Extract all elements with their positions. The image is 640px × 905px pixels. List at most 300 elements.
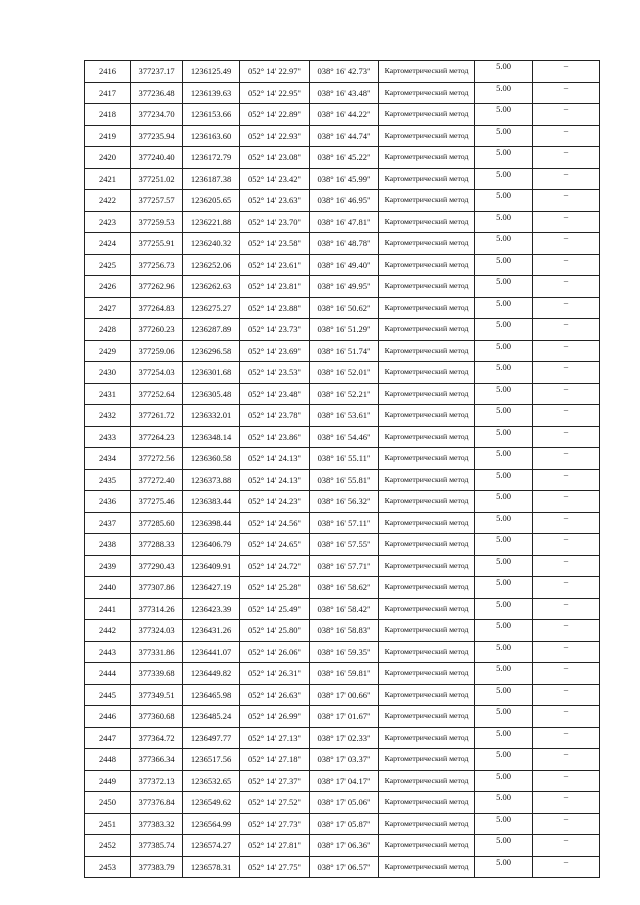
x-coordinate-cell: 377259.06 xyxy=(131,340,183,362)
x-coordinate-cell: 377262.96 xyxy=(131,276,183,298)
point-number-cell: 2453 xyxy=(85,856,131,878)
x-coordinate-cell: 377285.60 xyxy=(131,512,183,534)
latitude-cell: 052° 14' 24.23" xyxy=(240,491,310,513)
method-cell: Картометрический метод xyxy=(379,663,475,685)
y-coordinate-cell: 1236262.63 xyxy=(183,276,240,298)
accuracy-cell: 5.00 xyxy=(475,276,533,298)
longitude-cell: 038° 16' 50.62" xyxy=(310,297,379,319)
point-number-cell: 2452 xyxy=(85,835,131,857)
method-cell: Картометрический метод xyxy=(379,426,475,448)
latitude-cell: 052° 14' 27.37" xyxy=(240,770,310,792)
note-cell: – xyxy=(533,147,600,169)
x-coordinate-cell: 377256.73 xyxy=(131,254,183,276)
accuracy-cell: 5.00 xyxy=(475,620,533,642)
table-row xyxy=(85,706,600,728)
y-coordinate-cell: 1236125.49 xyxy=(183,61,240,83)
y-coordinate-cell: 1236332.01 xyxy=(183,405,240,427)
latitude-cell: 052° 14' 27.75" xyxy=(240,856,310,878)
method-cell: Картометрический метод xyxy=(379,727,475,749)
table-row xyxy=(85,383,600,405)
table-row xyxy=(85,297,600,319)
y-coordinate-cell: 1236427.19 xyxy=(183,577,240,599)
point-number-cell: 2422 xyxy=(85,190,131,212)
latitude-cell: 052° 14' 23.63" xyxy=(240,190,310,212)
table-row xyxy=(85,233,600,255)
method-cell: Картометрический метод xyxy=(379,620,475,642)
x-coordinate-cell: 377314.26 xyxy=(131,598,183,620)
latitude-cell: 052° 14' 23.08" xyxy=(240,147,310,169)
x-coordinate-cell: 377236.48 xyxy=(131,82,183,104)
table-row xyxy=(85,620,600,642)
latitude-cell: 052° 14' 26.99" xyxy=(240,706,310,728)
method-cell: Картометрический метод xyxy=(379,211,475,233)
table-row xyxy=(85,512,600,534)
x-coordinate-cell: 377349.51 xyxy=(131,684,183,706)
point-number-cell: 2448 xyxy=(85,749,131,771)
note-cell: – xyxy=(533,620,600,642)
x-coordinate-cell: 377339.68 xyxy=(131,663,183,685)
y-coordinate-cell: 1236187.38 xyxy=(183,168,240,190)
point-number-cell: 2429 xyxy=(85,340,131,362)
method-cell: Картометрический метод xyxy=(379,598,475,620)
longitude-cell: 038° 16' 47.81" xyxy=(310,211,379,233)
accuracy-cell: 5.00 xyxy=(475,233,533,255)
method-cell: Картометрический метод xyxy=(379,835,475,857)
y-coordinate-cell: 1236301.68 xyxy=(183,362,240,384)
point-number-cell: 2447 xyxy=(85,727,131,749)
accuracy-cell: 5.00 xyxy=(475,297,533,319)
accuracy-cell: 5.00 xyxy=(475,426,533,448)
y-coordinate-cell: 1236409.91 xyxy=(183,555,240,577)
note-cell: – xyxy=(533,813,600,835)
accuracy-cell: 5.00 xyxy=(475,727,533,749)
latitude-cell: 052° 14' 24.13" xyxy=(240,469,310,491)
y-coordinate-cell: 1236348.14 xyxy=(183,426,240,448)
method-cell: Картометрический метод xyxy=(379,61,475,83)
latitude-cell: 052° 14' 27.73" xyxy=(240,813,310,835)
table-row xyxy=(85,340,600,362)
y-coordinate-cell: 1236564.99 xyxy=(183,813,240,835)
point-number-cell: 2417 xyxy=(85,82,131,104)
note-cell: – xyxy=(533,512,600,534)
longitude-cell: 038° 16' 52.01" xyxy=(310,362,379,384)
longitude-cell: 038° 17' 06.57" xyxy=(310,856,379,878)
table-row xyxy=(85,856,600,878)
note-cell: – xyxy=(533,835,600,857)
longitude-cell: 038° 16' 44.74" xyxy=(310,125,379,147)
table-row xyxy=(85,813,600,835)
point-number-cell: 2432 xyxy=(85,405,131,427)
accuracy-cell: 5.00 xyxy=(475,598,533,620)
y-coordinate-cell: 1236240.32 xyxy=(183,233,240,255)
longitude-cell: 038° 16' 43.48" xyxy=(310,82,379,104)
x-coordinate-cell: 377372.13 xyxy=(131,770,183,792)
accuracy-cell: 5.00 xyxy=(475,82,533,104)
accuracy-cell: 5.00 xyxy=(475,125,533,147)
latitude-cell: 052° 14' 23.73" xyxy=(240,319,310,341)
note-cell: – xyxy=(533,125,600,147)
method-cell: Картометрический метод xyxy=(379,254,475,276)
table-row xyxy=(85,577,600,599)
longitude-cell: 038° 16' 57.55" xyxy=(310,534,379,556)
accuracy-cell: 5.00 xyxy=(475,491,533,513)
method-cell: Картометрический метод xyxy=(379,706,475,728)
latitude-cell: 052° 14' 27.13" xyxy=(240,727,310,749)
longitude-cell: 038° 16' 58.42" xyxy=(310,598,379,620)
y-coordinate-cell: 1236423.39 xyxy=(183,598,240,620)
note-cell: – xyxy=(533,233,600,255)
x-coordinate-cell: 377275.46 xyxy=(131,491,183,513)
method-cell: Картометрический метод xyxy=(379,82,475,104)
table-row xyxy=(85,641,600,663)
table-row xyxy=(85,835,600,857)
latitude-cell: 052° 14' 24.56" xyxy=(240,512,310,534)
note-cell: – xyxy=(533,684,600,706)
point-number-cell: 2439 xyxy=(85,555,131,577)
accuracy-cell: 5.00 xyxy=(475,319,533,341)
point-number-cell: 2420 xyxy=(85,147,131,169)
method-cell: Картометрический метод xyxy=(379,125,475,147)
latitude-cell: 052° 14' 22.93" xyxy=(240,125,310,147)
note-cell: – xyxy=(533,598,600,620)
point-number-cell: 2445 xyxy=(85,684,131,706)
table-row xyxy=(85,684,600,706)
longitude-cell: 038° 17' 06.36" xyxy=(310,835,379,857)
method-cell: Картометрический метод xyxy=(379,534,475,556)
table-row xyxy=(85,469,600,491)
note-cell: – xyxy=(533,641,600,663)
note-cell: – xyxy=(533,362,600,384)
note-cell: – xyxy=(533,706,600,728)
latitude-cell: 052° 14' 23.69" xyxy=(240,340,310,362)
latitude-cell: 052° 14' 23.70" xyxy=(240,211,310,233)
longitude-cell: 038° 16' 59.81" xyxy=(310,663,379,685)
table-row xyxy=(85,254,600,276)
latitude-cell: 052° 14' 27.18" xyxy=(240,749,310,771)
note-cell: – xyxy=(533,383,600,405)
x-coordinate-cell: 377234.70 xyxy=(131,104,183,126)
y-coordinate-cell: 1236360.58 xyxy=(183,448,240,470)
point-number-cell: 2450 xyxy=(85,792,131,814)
table-row xyxy=(85,211,600,233)
note-cell: – xyxy=(533,168,600,190)
accuracy-cell: 5.00 xyxy=(475,168,533,190)
y-coordinate-cell: 1236485.24 xyxy=(183,706,240,728)
method-cell: Картометрический метод xyxy=(379,104,475,126)
point-number-cell: 2435 xyxy=(85,469,131,491)
note-cell: – xyxy=(533,61,600,83)
point-number-cell: 2425 xyxy=(85,254,131,276)
longitude-cell: 038° 16' 57.71" xyxy=(310,555,379,577)
longitude-cell: 038° 17' 01.67" xyxy=(310,706,379,728)
accuracy-cell: 5.00 xyxy=(475,770,533,792)
point-number-cell: 2449 xyxy=(85,770,131,792)
method-cell: Картометрический метод xyxy=(379,319,475,341)
accuracy-cell: 5.00 xyxy=(475,856,533,878)
accuracy-cell: 5.00 xyxy=(475,405,533,427)
accuracy-cell: 5.00 xyxy=(475,534,533,556)
point-number-cell: 2431 xyxy=(85,383,131,405)
y-coordinate-cell: 1236406.79 xyxy=(183,534,240,556)
x-coordinate-cell: 377385.74 xyxy=(131,835,183,857)
x-coordinate-cell: 377364.72 xyxy=(131,727,183,749)
table-row xyxy=(85,792,600,814)
table-row xyxy=(85,61,600,83)
accuracy-cell: 5.00 xyxy=(475,641,533,663)
longitude-cell: 038° 16' 58.62" xyxy=(310,577,379,599)
latitude-cell: 052° 14' 22.89" xyxy=(240,104,310,126)
table-row xyxy=(85,598,600,620)
latitude-cell: 052° 14' 27.52" xyxy=(240,792,310,814)
method-cell: Картометрический метод xyxy=(379,512,475,534)
point-number-cell: 2423 xyxy=(85,211,131,233)
latitude-cell: 052° 14' 22.97" xyxy=(240,61,310,83)
y-coordinate-cell: 1236163.60 xyxy=(183,125,240,147)
accuracy-cell: 5.00 xyxy=(475,792,533,814)
point-number-cell: 2433 xyxy=(85,426,131,448)
x-coordinate-cell: 377260.23 xyxy=(131,319,183,341)
longitude-cell: 038° 16' 56.32" xyxy=(310,491,379,513)
point-number-cell: 2446 xyxy=(85,706,131,728)
y-coordinate-cell: 1236497.77 xyxy=(183,727,240,749)
latitude-cell: 052° 14' 24.65" xyxy=(240,534,310,556)
point-number-cell: 2436 xyxy=(85,491,131,513)
longitude-cell: 038° 16' 49.95" xyxy=(310,276,379,298)
y-coordinate-cell: 1236153.66 xyxy=(183,104,240,126)
y-coordinate-cell: 1236275.27 xyxy=(183,297,240,319)
latitude-cell: 052° 14' 23.81" xyxy=(240,276,310,298)
latitude-cell: 052° 14' 26.63" xyxy=(240,684,310,706)
note-cell: – xyxy=(533,190,600,212)
method-cell: Картометрический метод xyxy=(379,147,475,169)
y-coordinate-cell: 1236549.62 xyxy=(183,792,240,814)
latitude-cell: 052° 14' 24.72" xyxy=(240,555,310,577)
y-coordinate-cell: 1236287.89 xyxy=(183,319,240,341)
longitude-cell: 038° 17' 03.37" xyxy=(310,749,379,771)
latitude-cell: 052° 14' 25.80" xyxy=(240,620,310,642)
point-number-cell: 2427 xyxy=(85,297,131,319)
longitude-cell: 038° 16' 51.29" xyxy=(310,319,379,341)
x-coordinate-cell: 377261.72 xyxy=(131,405,183,427)
point-number-cell: 2437 xyxy=(85,512,131,534)
point-number-cell: 2416 xyxy=(85,61,131,83)
method-cell: Картометрический метод xyxy=(379,448,475,470)
table-row xyxy=(85,749,600,771)
table-row xyxy=(85,168,600,190)
table-row xyxy=(85,125,600,147)
y-coordinate-cell: 1236172.79 xyxy=(183,147,240,169)
latitude-cell: 052° 14' 27.81" xyxy=(240,835,310,857)
method-cell: Картометрический метод xyxy=(379,276,475,298)
method-cell: Картометрический метод xyxy=(379,233,475,255)
longitude-cell: 038° 16' 55.81" xyxy=(310,469,379,491)
x-coordinate-cell: 377237.17 xyxy=(131,61,183,83)
x-coordinate-cell: 377259.53 xyxy=(131,211,183,233)
note-cell: – xyxy=(533,405,600,427)
y-coordinate-cell: 1236441.07 xyxy=(183,641,240,663)
x-coordinate-cell: 377252.64 xyxy=(131,383,183,405)
longitude-cell: 038° 17' 05.87" xyxy=(310,813,379,835)
longitude-cell: 038° 17' 04.17" xyxy=(310,770,379,792)
point-number-cell: 2419 xyxy=(85,125,131,147)
method-cell: Картометрический метод xyxy=(379,577,475,599)
point-number-cell: 2438 xyxy=(85,534,131,556)
note-cell: – xyxy=(533,104,600,126)
x-coordinate-cell: 377257.57 xyxy=(131,190,183,212)
method-cell: Картометрический метод xyxy=(379,792,475,814)
table-row xyxy=(85,534,600,556)
y-coordinate-cell: 1236305.48 xyxy=(183,383,240,405)
x-coordinate-cell: 377383.79 xyxy=(131,856,183,878)
longitude-cell: 038° 16' 45.99" xyxy=(310,168,379,190)
x-coordinate-cell: 377264.83 xyxy=(131,297,183,319)
table-body xyxy=(85,61,600,878)
x-coordinate-cell: 377251.02 xyxy=(131,168,183,190)
accuracy-cell: 5.00 xyxy=(475,706,533,728)
note-cell: – xyxy=(533,491,600,513)
x-coordinate-cell: 377376.84 xyxy=(131,792,183,814)
y-coordinate-cell: 1236296.58 xyxy=(183,340,240,362)
accuracy-cell: 5.00 xyxy=(475,61,533,83)
point-number-cell: 2451 xyxy=(85,813,131,835)
point-number-cell: 2418 xyxy=(85,104,131,126)
x-coordinate-cell: 377272.56 xyxy=(131,448,183,470)
note-cell: – xyxy=(533,319,600,341)
latitude-cell: 052° 14' 24.13" xyxy=(240,448,310,470)
point-number-cell: 2428 xyxy=(85,319,131,341)
x-coordinate-cell: 377235.94 xyxy=(131,125,183,147)
note-cell: – xyxy=(533,663,600,685)
y-coordinate-cell: 1236373.88 xyxy=(183,469,240,491)
accuracy-cell: 5.00 xyxy=(475,512,533,534)
table-row xyxy=(85,448,600,470)
accuracy-cell: 5.00 xyxy=(475,340,533,362)
x-coordinate-cell: 377331.86 xyxy=(131,641,183,663)
table-row xyxy=(85,405,600,427)
accuracy-cell: 5.00 xyxy=(475,577,533,599)
method-cell: Картометрический метод xyxy=(379,749,475,771)
accuracy-cell: 5.00 xyxy=(475,362,533,384)
latitude-cell: 052° 14' 26.06" xyxy=(240,641,310,663)
longitude-cell: 038° 16' 55.11" xyxy=(310,448,379,470)
point-number-cell: 2444 xyxy=(85,663,131,685)
y-coordinate-cell: 1236578.31 xyxy=(183,856,240,878)
point-number-cell: 2442 xyxy=(85,620,131,642)
note-cell: – xyxy=(533,426,600,448)
latitude-cell: 052° 14' 23.61" xyxy=(240,254,310,276)
x-coordinate-cell: 377288.33 xyxy=(131,534,183,556)
longitude-cell: 038° 16' 59.35" xyxy=(310,641,379,663)
accuracy-cell: 5.00 xyxy=(475,684,533,706)
coordinates-table xyxy=(84,60,600,878)
table-row xyxy=(85,362,600,384)
longitude-cell: 038° 16' 45.22" xyxy=(310,147,379,169)
table-row xyxy=(85,276,600,298)
point-number-cell: 2421 xyxy=(85,168,131,190)
table-row xyxy=(85,190,600,212)
method-cell: Картометрический метод xyxy=(379,383,475,405)
latitude-cell: 052° 14' 22.95" xyxy=(240,82,310,104)
method-cell: Картометрический метод xyxy=(379,168,475,190)
accuracy-cell: 5.00 xyxy=(475,211,533,233)
method-cell: Картометрический метод xyxy=(379,555,475,577)
x-coordinate-cell: 377360.68 xyxy=(131,706,183,728)
method-cell: Картометрический метод xyxy=(379,362,475,384)
y-coordinate-cell: 1236205.65 xyxy=(183,190,240,212)
accuracy-cell: 5.00 xyxy=(475,749,533,771)
note-cell: – xyxy=(533,82,600,104)
method-cell: Картометрический метод xyxy=(379,190,475,212)
accuracy-cell: 5.00 xyxy=(475,835,533,857)
latitude-cell: 052° 14' 23.88" xyxy=(240,297,310,319)
longitude-cell: 038° 16' 42.73" xyxy=(310,61,379,83)
y-coordinate-cell: 1236431.26 xyxy=(183,620,240,642)
x-coordinate-cell: 377366.34 xyxy=(131,749,183,771)
longitude-cell: 038° 17' 05.06" xyxy=(310,792,379,814)
accuracy-cell: 5.00 xyxy=(475,555,533,577)
accuracy-cell: 5.00 xyxy=(475,190,533,212)
y-coordinate-cell: 1236139.63 xyxy=(183,82,240,104)
accuracy-cell: 5.00 xyxy=(475,104,533,126)
table-row xyxy=(85,104,600,126)
x-coordinate-cell: 377324.03 xyxy=(131,620,183,642)
method-cell: Картометрический метод xyxy=(379,297,475,319)
table-row xyxy=(85,147,600,169)
point-number-cell: 2430 xyxy=(85,362,131,384)
latitude-cell: 052° 14' 23.58" xyxy=(240,233,310,255)
point-number-cell: 2424 xyxy=(85,233,131,255)
method-cell: Картометрический метод xyxy=(379,813,475,835)
longitude-cell: 038° 16' 51.74" xyxy=(310,340,379,362)
latitude-cell: 052° 14' 26.31" xyxy=(240,663,310,685)
method-cell: Картометрический метод xyxy=(379,856,475,878)
method-cell: Картометрический метод xyxy=(379,641,475,663)
note-cell: – xyxy=(533,534,600,556)
y-coordinate-cell: 1236383.44 xyxy=(183,491,240,513)
accuracy-cell: 5.00 xyxy=(475,147,533,169)
method-cell: Картометрический метод xyxy=(379,405,475,427)
y-coordinate-cell: 1236532.65 xyxy=(183,770,240,792)
table-row xyxy=(85,82,600,104)
method-cell: Картометрический метод xyxy=(379,684,475,706)
x-coordinate-cell: 377383.32 xyxy=(131,813,183,835)
y-coordinate-cell: 1236465.98 xyxy=(183,684,240,706)
latitude-cell: 052° 14' 23.78" xyxy=(240,405,310,427)
note-cell: – xyxy=(533,469,600,491)
method-cell: Картометрический метод xyxy=(379,340,475,362)
method-cell: Картометрический метод xyxy=(379,469,475,491)
longitude-cell: 038° 16' 58.83" xyxy=(310,620,379,642)
latitude-cell: 052° 14' 23.53" xyxy=(240,362,310,384)
longitude-cell: 038° 16' 53.61" xyxy=(310,405,379,427)
y-coordinate-cell: 1236449.82 xyxy=(183,663,240,685)
method-cell: Картометрический метод xyxy=(379,491,475,513)
note-cell: – xyxy=(533,297,600,319)
accuracy-cell: 5.00 xyxy=(475,448,533,470)
longitude-cell: 038° 16' 44.22" xyxy=(310,104,379,126)
accuracy-cell: 5.00 xyxy=(475,254,533,276)
x-coordinate-cell: 377255.91 xyxy=(131,233,183,255)
point-number-cell: 2434 xyxy=(85,448,131,470)
x-coordinate-cell: 377240.40 xyxy=(131,147,183,169)
latitude-cell: 052° 14' 23.86" xyxy=(240,426,310,448)
point-number-cell: 2440 xyxy=(85,577,131,599)
table-row xyxy=(85,319,600,341)
longitude-cell: 038° 17' 02.33" xyxy=(310,727,379,749)
latitude-cell: 052° 14' 25.28" xyxy=(240,577,310,599)
note-cell: – xyxy=(533,749,600,771)
table-row xyxy=(85,727,600,749)
